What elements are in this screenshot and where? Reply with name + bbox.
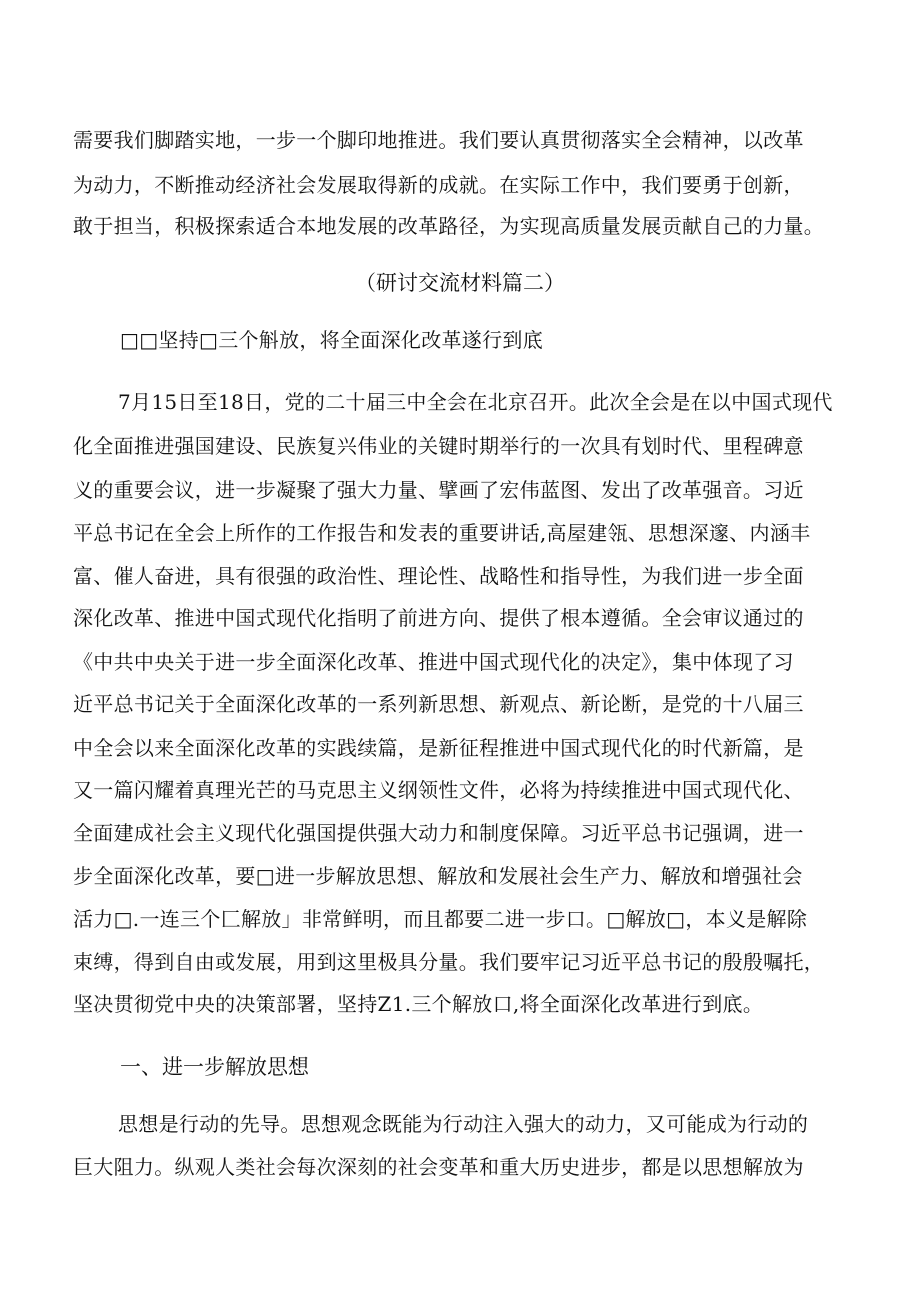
intro-line-3: 敢于担当，积极探索适合本地发展的改革路径，为实现高质量发展贡献自己的力量。 (73, 214, 825, 238)
section-heading: （研讨交流材料篇二） (355, 271, 565, 295)
body-line-1: 7月15日至18日，党的二十届三中全会在北京召开。此次全会是在以中国式现代 (118, 390, 833, 414)
body-line-11: 全面建成社会主义现代化强国提供强大动力和制度保障。习近平总书记强调，进一 (73, 821, 804, 845)
section-one-title: 一、进一步解放思想 (120, 1055, 309, 1079)
intro-line-1: 需要我们脚踏实地，一步一个脚印地推进。我们要认真贯彻落实全会精神，以改革 (73, 128, 804, 152)
body-line-9: 中全会以来全面深化改革的实践续篇，是新征程推进中国式现代化的时代新篇，是 (73, 736, 804, 760)
body-line-2: 化全面推进强国建设、民族复兴伟业的关键时期举行的一次具有划时代、里程碑意 (73, 434, 804, 458)
body-line-3: 义的重要会议，进一步凝聚了强大力量、擘画了宏伟蓝图、发出了改革强音。习近 (73, 478, 804, 502)
subtitle: □□坚持□三个斛放，将全面深化改革遂行到底 (120, 328, 543, 352)
section-one-line-2: 巨大阻力。纵观人类社会每次深刻的社会变革和重大历史进步，都是以思想解放为 (73, 1155, 804, 1179)
body-line-6: 深化改革、推进中国式现代化指明了前进方向、提供了根本遵循。全会审议通过的 (73, 606, 804, 630)
body-line-4: 平总书记在全会上所作的工作报告和发表的重要讲话,高屋建瓴、思想深邃、内涵丰 (73, 521, 811, 545)
intro-line-2: 为动力，不断推动经济社会发展取得新的成就。在实际工作中，我们要勇于创新， (73, 173, 804, 197)
body-line-15: 坚决贯彻党中央的决策部署，坚持Z1.三个解放口,将全面深化改革进行到底。 (73, 992, 764, 1016)
body-line-10: 又一篇闪耀着真理光芒的马克思主义纲领性文件，必将为持续推进中国式现代化、 (73, 778, 804, 802)
body-line-8: 近平总书记关于全面深化改革的一系列新思想、新观点、新论断，是党的十八届三 (73, 692, 804, 716)
section-one-line-1: 思想是行动的先导。思想观念既能为行动注入强大的动力，又可能成为行动的 (118, 1112, 809, 1136)
body-line-12: 步全面深化改革，要□进一步解放思想、解放和发展社会生产力、解放和增强社会 (73, 864, 803, 888)
body-line-5: 富、催人奋进，具有很强的政治性、理论性、战略性和指导性，为我们进一步全面 (73, 564, 804, 588)
body-line-7: 《中共中央关于进一步全面深化改革、推进中国式现代化的决定》，集中体现了习 (73, 650, 794, 674)
body-line-14: 束缚，得到自由或发展，用到这里极具分量。我们要牢记习近平总书记的殷殷嘱托， (73, 950, 825, 974)
body-line-13: 活力□.一连三个匚解放」非常鲜明，而且都要二进一步口。□解放□，本义是解除 (73, 907, 808, 931)
